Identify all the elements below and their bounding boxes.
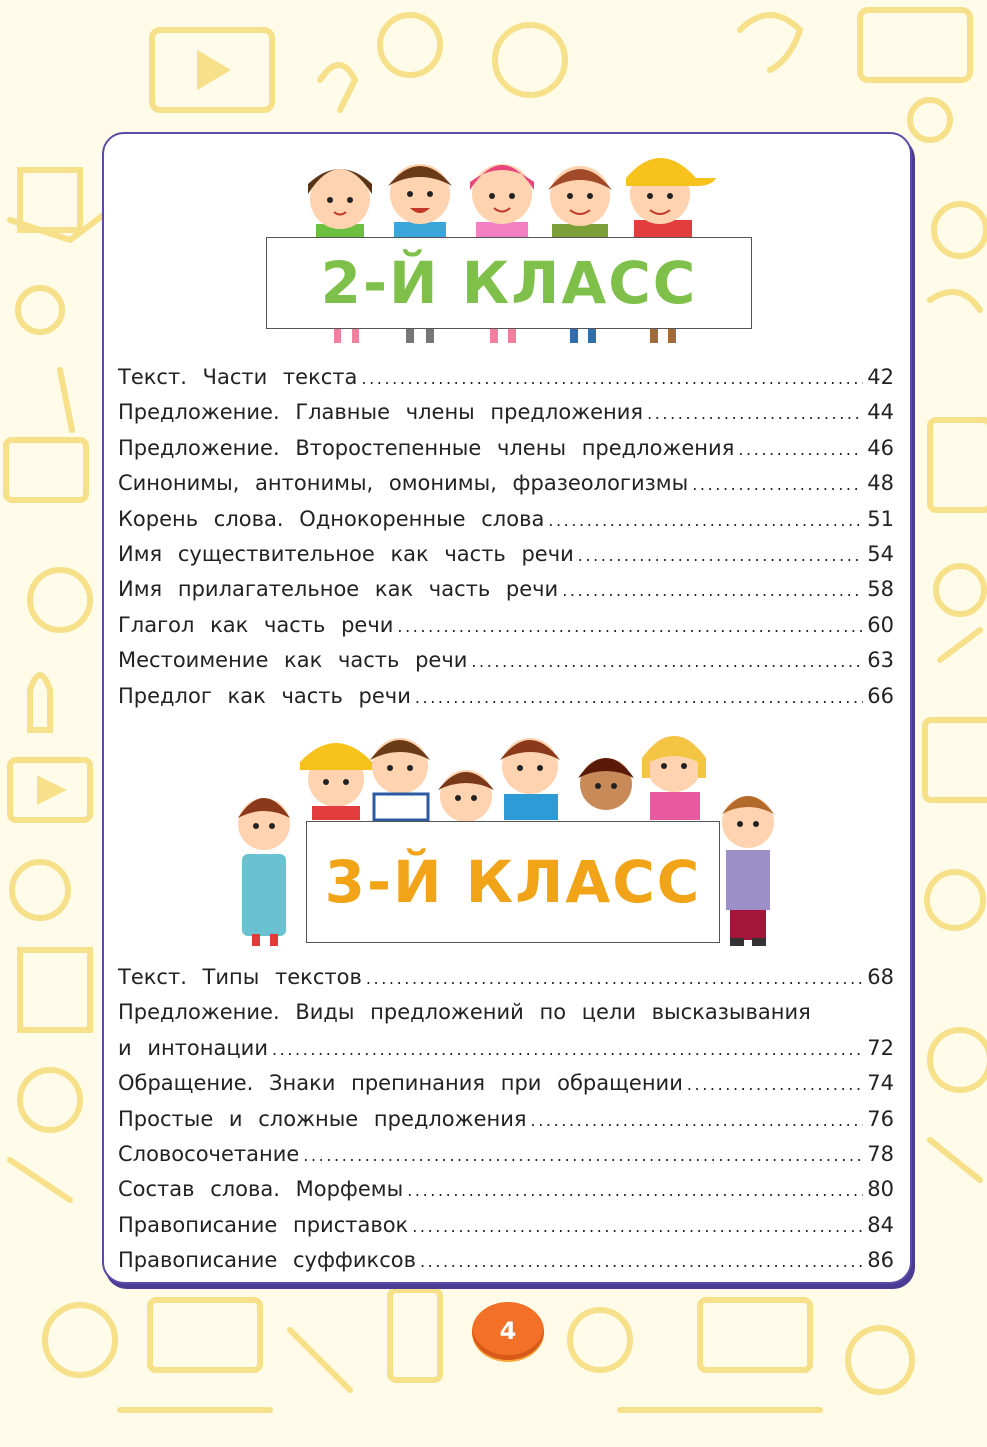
page-number-badge [472,1302,544,1360]
toc-item-title: Синонимы, антонимы, омонимы, фразеологизмы [118,471,689,496]
toc-item-page: 72 [867,1035,894,1060]
grade2-heading-sign [266,237,752,329]
toc-item-page: 54 [867,541,894,566]
toc-item[interactable] [118,1137,894,1172]
toc-item-title: Имя прилагательное как часть речи [118,577,559,602]
toc-item[interactable] [118,1066,894,1101]
leader-dots [412,1209,863,1244]
grade3-contents-list [118,960,894,1279]
toc-item[interactable] [118,643,894,678]
toc-item-title: Предлог как часть речи [118,683,411,708]
toc-item-title: Имя существительное как часть речи [118,541,574,566]
toc-item-page: 76 [867,1106,894,1131]
toc-item[interactable] [118,679,894,714]
toc-item-page: 48 [867,471,894,496]
toc-item[interactable] [118,1172,894,1207]
toc-item-title: Словосочетание [118,1141,300,1166]
toc-item-title: Предложение. Главные члены предложения [118,400,644,425]
page-number: 4 [499,1317,517,1345]
toc-item[interactable] [118,360,894,395]
toc-item[interactable] [118,572,894,607]
toc-item-title: Местоимение как часть речи [118,648,468,673]
toc-item-first-line[interactable] [118,995,894,1030]
toc-item-page: 68 [867,965,894,989]
toc-item[interactable] [118,960,894,995]
leader-dots [272,1032,863,1067]
leader-dots [692,467,863,502]
leader-dots [397,609,863,644]
leader-dots [471,644,863,679]
leader-dots [687,1067,863,1102]
toc-item-title: Корень слова. Однокоренные слова [118,506,545,531]
leader-dots [415,680,863,715]
toc-item-title-continuation: и интонации [118,1035,268,1060]
leader-dots [578,538,863,573]
toc-item[interactable] [118,1102,894,1137]
toc-item[interactable] [118,431,894,466]
leader-dots [548,503,863,538]
leader-dots [366,961,863,996]
toc-item-page: 80 [867,1177,894,1202]
toc-item-title: Глагол как часть речи [118,612,394,637]
grade2-contents-list [118,360,894,714]
grade2-heading: 2-Й КЛАСС [320,249,698,317]
toc-item-page: 86 [867,1248,894,1273]
toc-item-title: Предложение. Второстепенные члены предложения [118,435,735,460]
toc-item-title: Состав слова. Морфемы [118,1177,404,1202]
toc-item[interactable] [118,608,894,643]
toc-item-page: 44 [867,400,894,425]
toc-item[interactable] [118,1208,894,1243]
toc-item-title: Текст. Типы текстов [118,965,362,989]
toc-item-page: 78 [867,1141,894,1166]
toc-item[interactable] [118,1243,894,1278]
leader-dots [361,361,863,396]
toc-item-title: Предложение. Виды предложений по цели высказывания [118,1000,811,1025]
leader-dots [738,432,863,467]
leader-dots [303,1138,863,1173]
toc-item-page: 74 [867,1071,894,1096]
toc-item-title: Обращение. Знаки препинания при обращении [118,1071,683,1096]
toc-item-page: 58 [867,577,894,602]
toc-item-title: Правописание суффиксов [118,1248,416,1273]
toc-item-continuation[interactable] [118,1031,894,1066]
toc-item[interactable] [118,537,894,572]
leader-dots [647,396,863,431]
leader-dots [531,1103,864,1138]
contents-card [102,132,912,1284]
toc-item-page: 66 [867,683,894,708]
toc-item-page: 63 [867,648,894,673]
toc-item-title: Текст. Части текста [118,365,358,389]
toc-item-page: 46 [867,435,894,460]
toc-item[interactable] [118,395,894,430]
grade3-heading-sign [306,821,720,943]
toc-item-page: 51 [867,506,894,531]
toc-item[interactable] [118,466,894,501]
toc-item-page: 84 [867,1212,894,1237]
toc-item[interactable] [118,502,894,537]
toc-item-title: Простые и сложные предложения [118,1106,527,1131]
grade3-heading: 3-Й КЛАСС [324,848,702,916]
leader-dots [420,1244,863,1279]
leader-dots [562,573,863,608]
leader-dots [407,1173,863,1208]
toc-item-page: 42 [867,365,894,389]
toc-item-title: Правописание приставок [118,1212,409,1237]
toc-item-page: 60 [867,612,894,637]
